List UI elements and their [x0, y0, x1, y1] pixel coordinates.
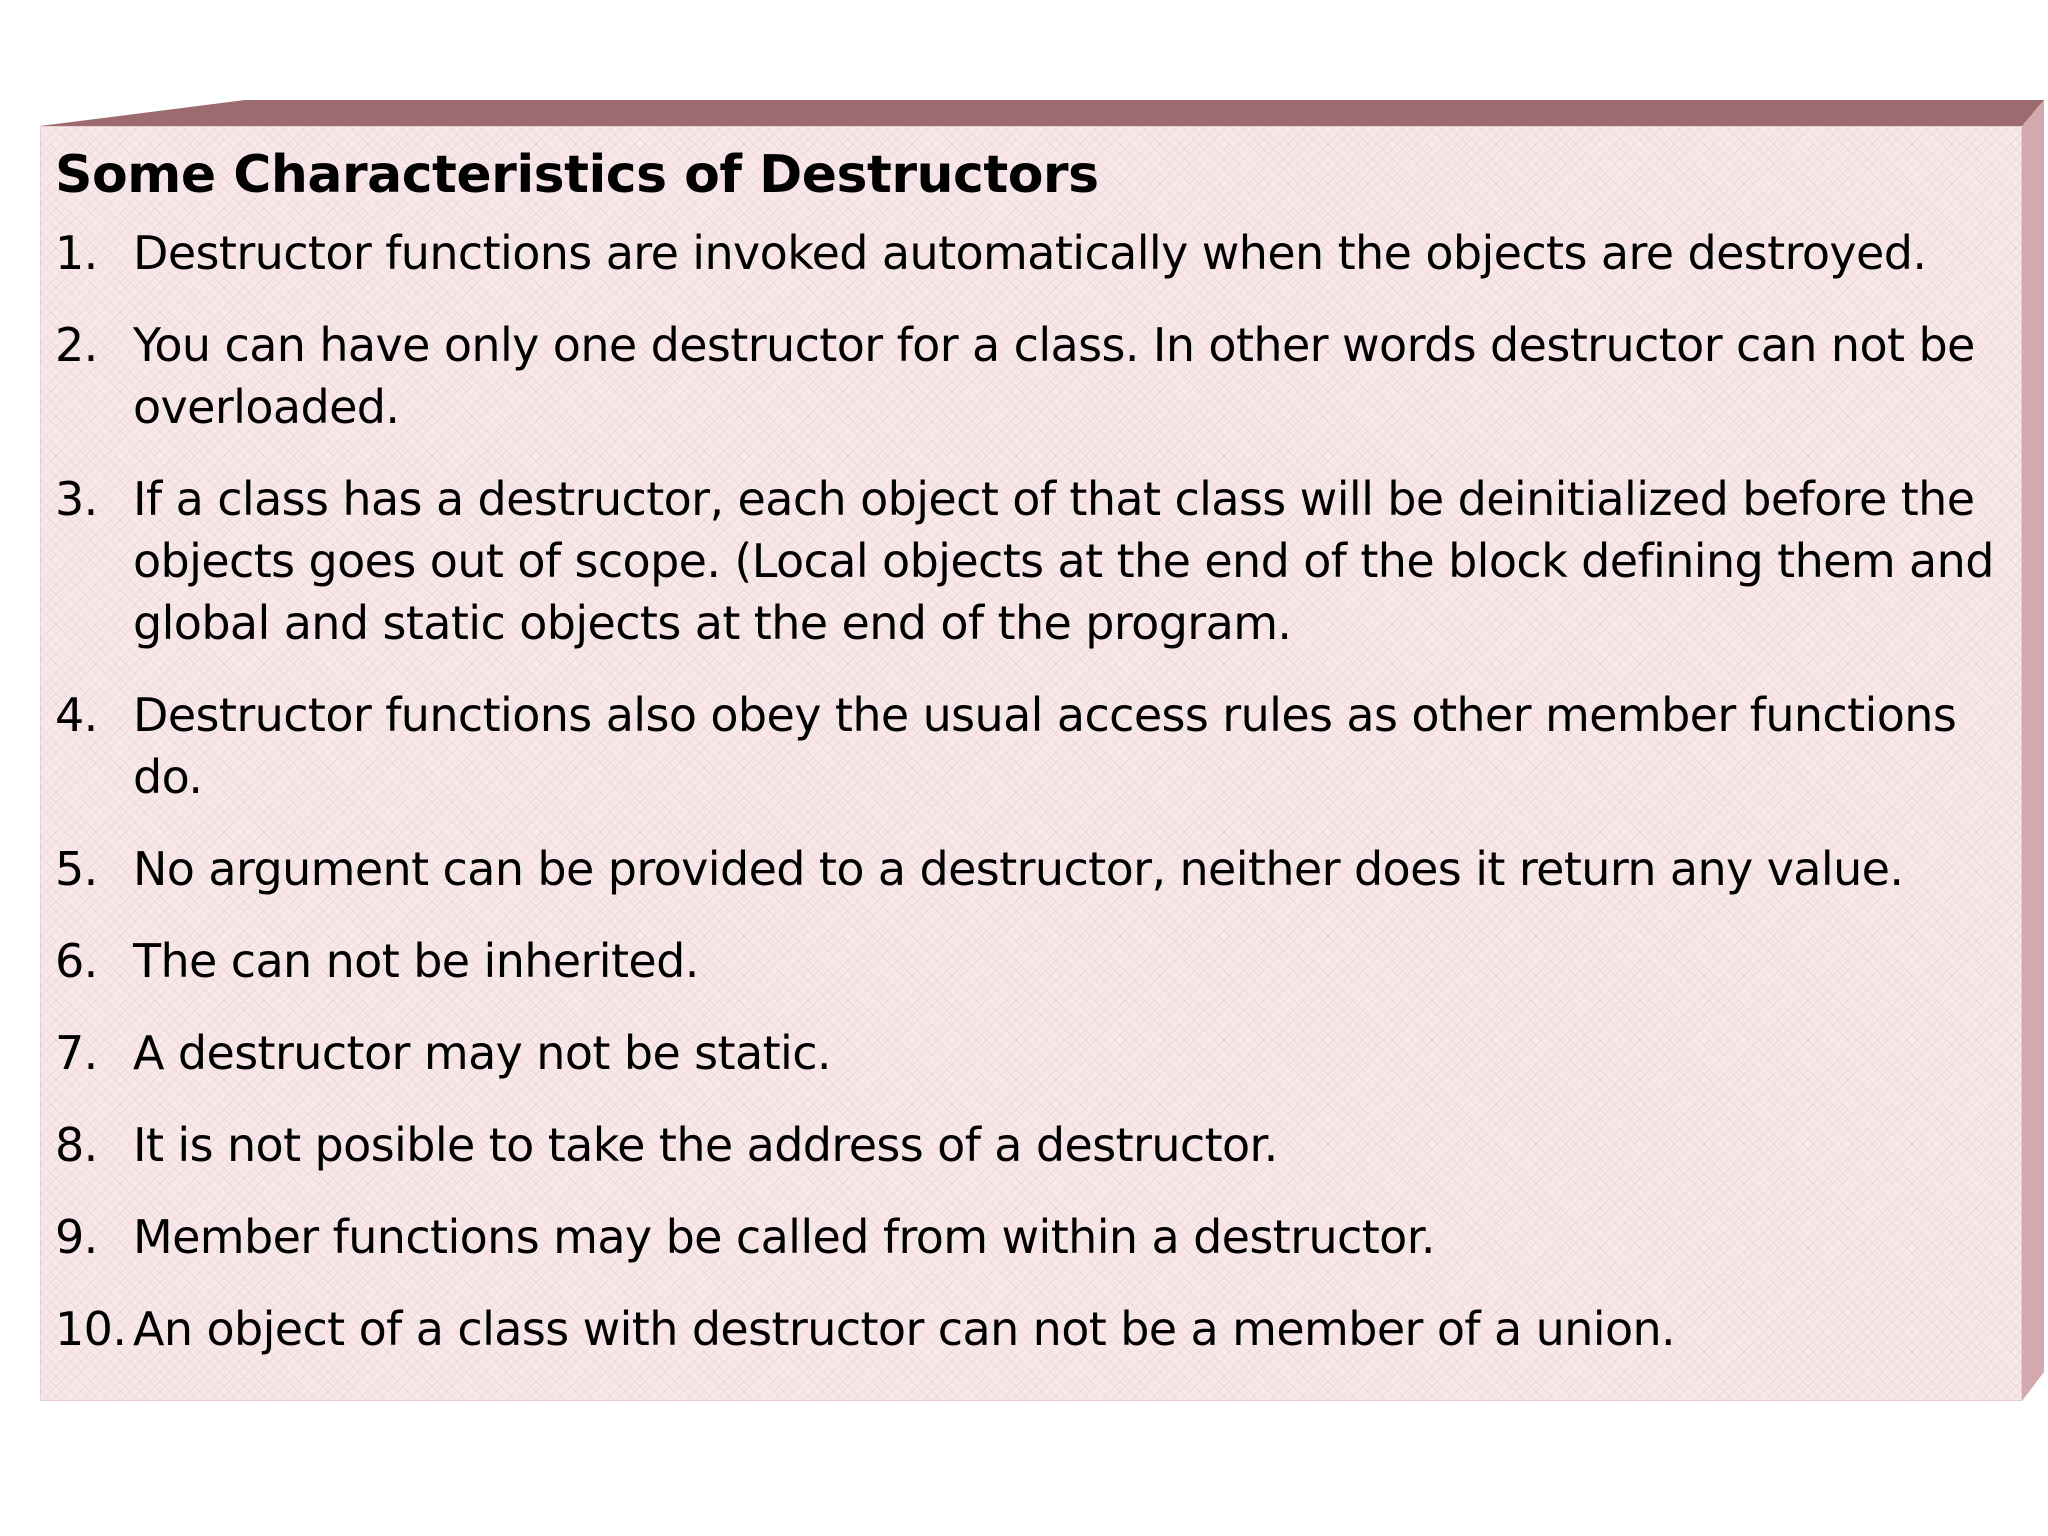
item-number: 8. [55, 1118, 98, 1172]
list-item [55, 1022, 2005, 1084]
item-text: A destructor may not be static. [133, 1026, 831, 1080]
item-text: It is not posible to take the address of a destructor. [133, 1118, 1278, 1172]
item-text: If a class has a destructor, each object of that class will be deinitialized before the objects goes out of scope. (Local objects at the end of the block defining them and global and static objects at the end of the program. [133, 472, 1994, 650]
item-text: An object of a class with destructor can not be a member of a union. [133, 1302, 1676, 1356]
slide-content [55, 142, 2005, 1390]
slide-title: Some Characteristics of Destructors [55, 145, 1099, 205]
item-text: You can have only one destructor for a class. In other words destructor can not be overloaded. [133, 318, 1975, 434]
list-item [55, 1206, 2005, 1268]
item-text: No argument can be provided to a destructor, neither does it return any value. [133, 842, 1904, 896]
list-item [55, 1298, 2005, 1360]
item-text: The can not be inherited. [133, 934, 699, 988]
characteristics-list [55, 222, 2005, 1360]
item-text: Destructor functions also obey the usual access rules as other member functions do. [133, 688, 1957, 804]
box-side-face [2022, 100, 2044, 1401]
item-number: 7. [55, 1026, 98, 1080]
list-item [55, 1114, 2005, 1176]
item-text: Member functions may be called from within a destructor. [133, 1210, 1435, 1264]
item-number: 5. [55, 842, 98, 896]
list-item [55, 684, 2005, 808]
item-number: 2. [55, 318, 98, 372]
list-item [55, 468, 2005, 654]
item-text: Destructor functions are invoked automatically when the objects are destroyed. [133, 226, 1927, 280]
list-item [55, 314, 2005, 438]
box-top-face [40, 100, 2044, 126]
item-number: 4. [55, 688, 98, 742]
list-item [55, 930, 2005, 992]
item-number: 10. [55, 1302, 127, 1356]
list-item [55, 838, 2005, 900]
list-item [55, 222, 2005, 284]
item-number: 9. [55, 1210, 98, 1264]
item-number: 6. [55, 934, 98, 988]
item-number: 3. [55, 472, 98, 526]
item-number: 1. [55, 226, 98, 280]
